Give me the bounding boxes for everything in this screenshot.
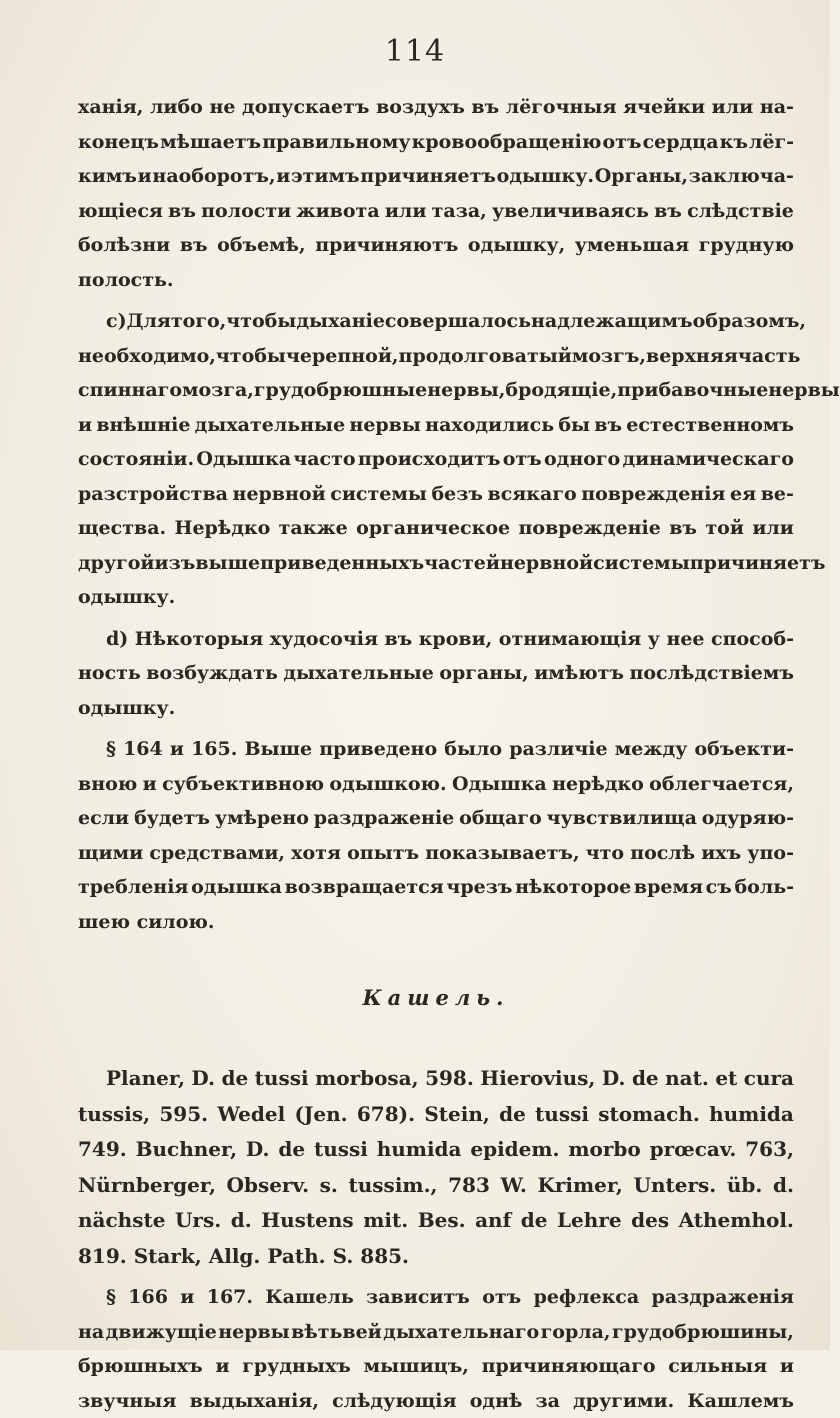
text-line: c) Для того, чтобы дыханіе совершалось надлежащимъ образомъ,: [78, 304, 794, 339]
text-line: 749. Buchner, D. de tussi humida epidem. morbo prœcav. 763,: [78, 1132, 794, 1168]
text-line: если будетъ умѣрено раздраженіе общаго чувствилища одуряю-: [78, 801, 794, 836]
text-line: nächste Urs. d. Hustens mit. Bes. anf de Lehre des Athemhol.: [78, 1203, 794, 1239]
text-line: болѣзни въ объемѣ, причиняютъ одышку, уменьшая грудную: [78, 228, 794, 263]
text-line: состояніи. Одышка часто происходитъ отъ одного динамическаго: [78, 442, 794, 477]
text-line: полость.: [78, 263, 794, 298]
text-line: звучныя выдыханія, слѣдующія однѣ за другими. Кашлемъ: [78, 1384, 794, 1418]
text-line: § 164 и 165. Выше приведено было различіе между объекти-: [78, 732, 794, 767]
text-line: одышку.: [78, 691, 794, 726]
bibliography-references: [78, 1061, 794, 1274]
text-line: ханія, либо не допускаетъ воздухъ въ лёгочныя ячейки или на-: [78, 90, 794, 125]
text-line: одышку.: [78, 580, 794, 615]
text-line: разстройства нервной системы безъ всякаго поврежденія ея ве-: [78, 477, 794, 512]
text-line: шею силою.: [78, 905, 794, 940]
text-line: спиннаго мозга, грудобрюшные нервы, бродящіе, прибавочные нервы: [78, 373, 794, 408]
text-line: tussis, 595. Wedel (Jen. 678). Stein, de tussi stomach. humida: [78, 1097, 794, 1133]
text-line: ность возбуждать дыхательные органы, имѣютъ послѣдствіемъ: [78, 656, 794, 691]
text-line: щими средствами, хотя опытъ показываетъ, что послѣ ихъ упо-: [78, 836, 794, 871]
text-line: другой изъ вышеприведенныхъ частей нервной системы причиняетъ: [78, 546, 794, 581]
text-line: кимъ и наоборотъ, и этимъ причиняетъ одышку. Органы, заключа-: [78, 159, 794, 194]
paragraph-p2: [78, 304, 794, 615]
text-line: Planer, D. de tussi morbosa, 598. Hierovius, D. de nat. et cura: [78, 1061, 794, 1097]
text-line: конецъ мѣшаетъ правильному кровообращенію отъ сердца къ лёг-: [78, 125, 794, 160]
text-line: щества. Нерѣдко также органическое поврежденіе въ той или: [78, 511, 794, 546]
page-content: [78, 90, 794, 1418]
text-line: необходимо, чтобы черепной, продолговатый мозгъ, верхняя часть: [78, 339, 794, 374]
text-line: брюшныхъ и грудныхъ мышицъ, причиняющаго сильныя и: [78, 1349, 794, 1384]
text-line: вною и субъективною одышкою. Одышка нерѣдко облегчается,: [78, 767, 794, 802]
body-paragraphs: [78, 90, 794, 939]
paragraph-p4: [78, 732, 794, 939]
text-line: d) Нѣкоторыя худосочія въ крови, отнимающія у нее способ-: [78, 622, 794, 657]
paragraph-p1: [78, 90, 794, 297]
text-line: и внѣшніе дыхательные нервы находились бы въ естественномъ: [78, 408, 794, 443]
text-line: § 166 и 167. Кашель зависитъ отъ рефлекса раздраженія: [78, 1280, 794, 1315]
text-line: Nürnberger, Observ. s. tussim., 783 W. Krimer, Unters. üb. d.: [78, 1168, 794, 1204]
text-line: требленія одышка возвращается чрезъ нѣкоторое время съ боль-: [78, 870, 794, 905]
final-paragraph: [78, 1280, 794, 1418]
page-number: 114: [0, 34, 830, 69]
section-heading: Кашель.: [78, 983, 794, 1013]
text-line: на движущіе нервы вѣтьвей дыхательнаго горла, грудобрюшины,: [78, 1315, 794, 1350]
paragraph-p3: [78, 622, 794, 726]
text-line: 819. Stark, Allg. Path. S. 885.: [78, 1239, 794, 1275]
text-line: ющіеся въ полости живота или таза, увеличиваясь въ слѣдствіе: [78, 194, 794, 229]
